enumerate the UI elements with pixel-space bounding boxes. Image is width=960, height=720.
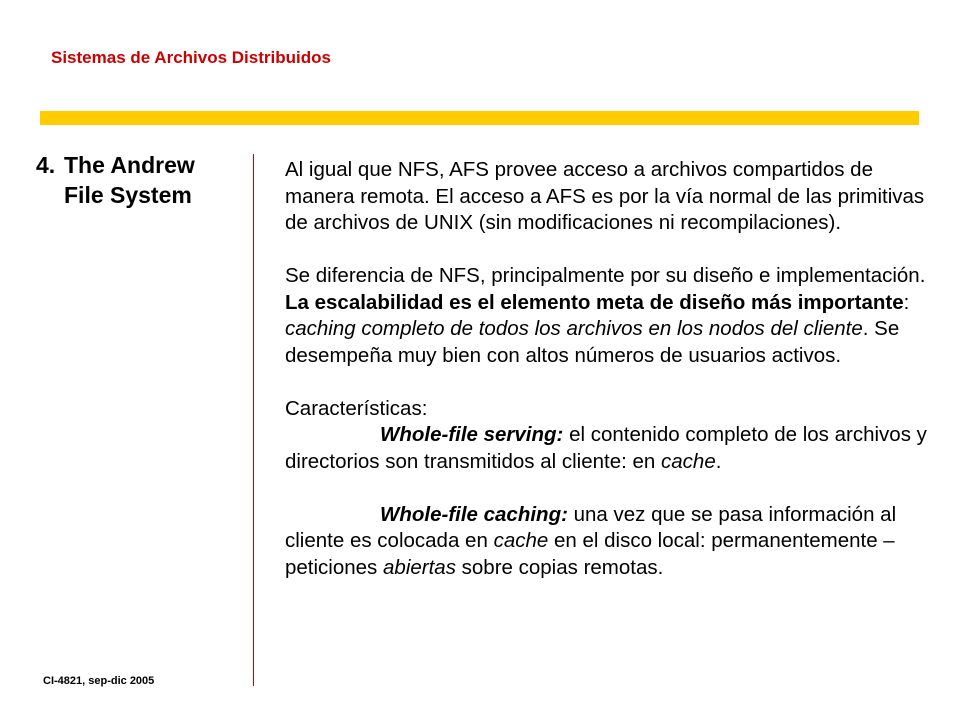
p2-text-c: : (903, 290, 910, 314)
section-heading (36, 150, 195, 210)
feature-caching-cache: cache (493, 529, 549, 552)
p2-italic-caching: caching completo de todos los archivos en los nodos del cliente (285, 317, 863, 340)
p2-bold-scalability: La escalabilidad es el elemento meta de diseño más importante (285, 290, 904, 314)
feature-serving-end: . (715, 449, 722, 473)
feature-caching-abiertas: abiertas (383, 555, 456, 579)
feature-term-serving: Whole-file serving: (380, 423, 564, 446)
section-heading-line-1 (36, 150, 195, 180)
slide-body (285, 157, 935, 581)
footer-course-note: CI-4821, sep-dic 2005 (43, 675, 155, 687)
feature-whole-file-serving (285, 422, 935, 475)
feature-term-caching: Whole-file caching: (380, 502, 568, 526)
feature-serving-text: el contenido completo de los archivos y directorios son transmitidos al cliente: en (285, 423, 927, 473)
vertical-divider (253, 154, 254, 686)
feature-caching-text-2: en el disco local: permanentemente – peticiones (285, 529, 895, 579)
p2-text-a: Se diferencia de NFS, principalmente por su diseño e implementación. (285, 264, 926, 287)
page-header-title: Sistemas de Archivos Distribuidos (51, 48, 331, 67)
features-label: Características: (285, 396, 428, 420)
feature-caching-text-3: sobre copias remotas. (455, 555, 664, 579)
yellow-accent-bar (40, 111, 919, 125)
feature-serving-cache: cache (661, 449, 716, 473)
paragraph-intro: Al igual que NFS, AFS provee acceso a archivos compartidos de manera remota. El acceso a AFS es por la vía normal de las primitivas de archivos de UNIX (sin modificaciones ni recompilaciones). (285, 158, 925, 234)
feature-whole-file-caching (285, 502, 935, 582)
paragraph-differences (285, 263, 935, 369)
feature-caching-text-1: una vez que se pasa información al cliente es colocada en (285, 502, 897, 552)
p2-text-e: . Se desempeña muy bien con altos números de usuarios activos. (285, 317, 900, 367)
section-number: 4. (36, 152, 56, 178)
section-title-line-2: File System (64, 182, 192, 208)
section-title-line-1: The Andrew (64, 152, 195, 178)
